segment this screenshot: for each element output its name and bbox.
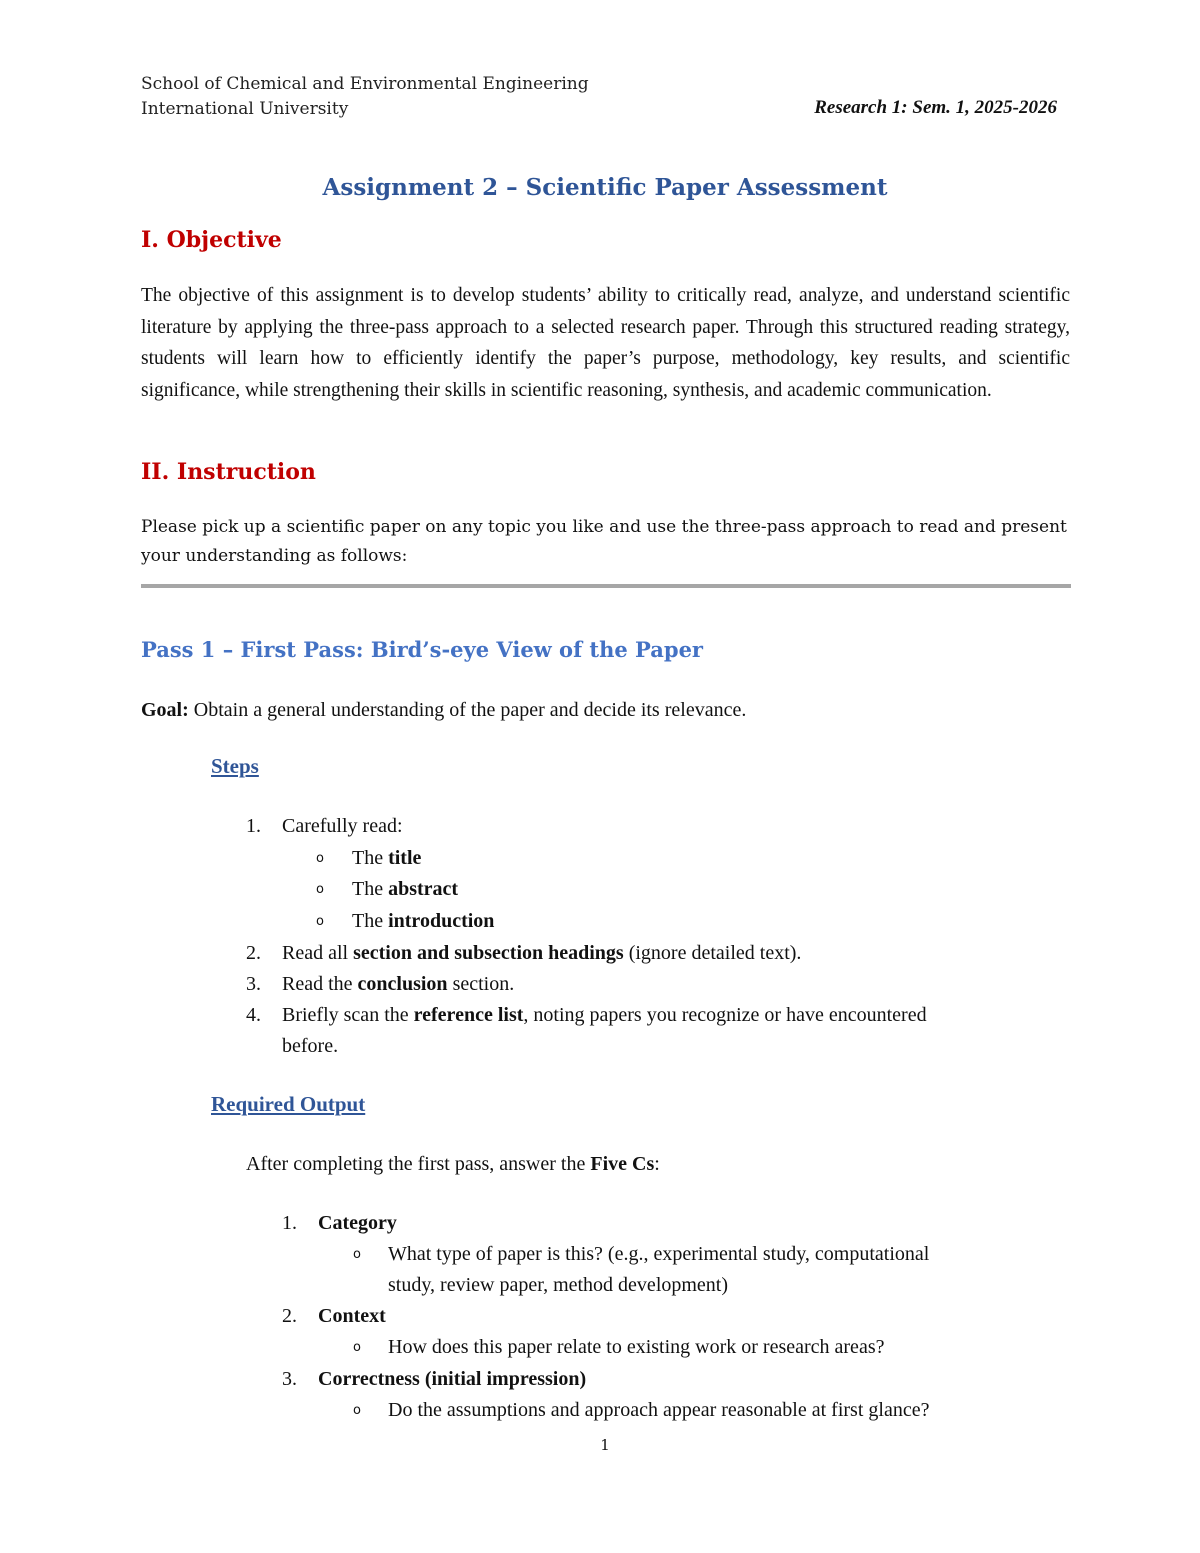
step-number: 4.	[246, 1004, 261, 1026]
sub-bold: abstract	[388, 878, 459, 900]
bullet-icon: o	[353, 1403, 361, 1418]
goal-label: Goal:	[141, 699, 189, 721]
step-3-text	[282, 970, 514, 998]
objective-paragraph: The objective of this assignment is to develop students’ ability to critically read, analyze, and understand scientific literature by applying the three-pass approach to a selected research paper. Through this structured reading strategy, students will learn how to efficiently identify the paper’s purpose, methodology, key results, and scientific significance, while strengthening their skills in scientific reasoning, synthesis, and academic communication.	[141, 285, 1070, 401]
c1-question-line1: What type of paper is this? (e.g., experimental study, computational	[388, 1243, 930, 1265]
bullet-icon: o	[353, 1340, 361, 1355]
step-4-bold: reference list	[413, 1004, 524, 1026]
step-number: 2.	[246, 942, 261, 964]
c3-label-text: Correctness (initial impression)	[318, 1368, 587, 1390]
header-university: International University	[141, 99, 349, 119]
step-1-sub-title	[352, 844, 421, 872]
step-number: 1.	[246, 815, 261, 837]
bullet-icon: o	[316, 851, 324, 866]
objective-heading: I. Objective	[141, 227, 282, 253]
sub-prefix: The	[352, 910, 389, 932]
output-intro-bold: Five Cs	[590, 1153, 655, 1175]
step-1-text: Carefully read:	[282, 815, 403, 837]
bullet-icon: o	[316, 882, 324, 897]
section-divider	[141, 584, 1071, 588]
step-number: 3.	[246, 973, 261, 995]
step-2-post: (ignore detailed text).	[623, 942, 802, 964]
sub-prefix: The	[352, 847, 389, 869]
step-4-post: , noting papers you recognize or have encountered	[523, 1004, 927, 1026]
sub-bold: title	[388, 847, 422, 869]
c1-label	[318, 1209, 397, 1237]
step-4-text	[282, 1001, 927, 1029]
bullet-icon: o	[353, 1247, 361, 1262]
step-3-pre: Read the	[282, 973, 358, 995]
instruction-paragraph: Please pick up a scientific paper on any topic you like and use the three-pass approach to read and present your understanding as follows:	[141, 517, 1067, 566]
step-4-continuation: before.	[282, 1035, 339, 1057]
c1-question-line2: study, review paper, method development)	[388, 1274, 729, 1296]
step-4-pre: Briefly scan the	[282, 1004, 414, 1026]
document-title: Assignment 2 – Scientific Paper Assessment	[322, 174, 888, 201]
step-2-pre: Read all	[282, 942, 354, 964]
c-number: 1.	[282, 1212, 297, 1234]
c3-question: Do the assumptions and approach appear reasonable at first glance?	[388, 1399, 930, 1421]
step-3-bold: conclusion	[357, 973, 448, 995]
output-intro-pre: After completing the first pass, answer the	[246, 1153, 591, 1175]
c2-label	[318, 1302, 386, 1330]
output-intro	[246, 1150, 660, 1178]
goal-line	[141, 696, 746, 724]
page-number: 1	[600, 1436, 610, 1454]
c2-label-text: Context	[318, 1305, 386, 1327]
pass1-title: Pass 1 – First Pass: Bird’s-eye View of the Paper	[141, 637, 703, 662]
steps-heading: Steps	[211, 754, 259, 778]
goal-text: Obtain a general understanding of the paper and decide its relevance.	[193, 699, 747, 721]
bullet-icon: o	[316, 914, 324, 929]
step-2-text	[282, 939, 801, 967]
output-intro-post: :	[654, 1153, 660, 1175]
required-output-heading: Required Output	[211, 1092, 366, 1116]
c-number: 3.	[282, 1368, 297, 1390]
c3-label	[318, 1365, 586, 1393]
step-3-post: section.	[447, 973, 515, 995]
sub-prefix: The	[352, 878, 389, 900]
header-school: School of Chemical and Environmental Engineering	[141, 74, 589, 94]
instruction-heading: II. Instruction	[141, 459, 316, 485]
step-2-bold: section and subsection headings	[353, 942, 624, 964]
c-number: 2.	[282, 1305, 297, 1327]
step-1-sub-introduction	[352, 907, 494, 935]
c2-question: How does this paper relate to existing work or research areas?	[388, 1336, 885, 1358]
sub-bold: introduction	[388, 910, 495, 932]
step-1-sub-abstract	[352, 875, 458, 903]
header-course: Research 1: Sem. 1, 2025-2026	[814, 97, 1057, 118]
c1-label-text: Category	[318, 1212, 397, 1234]
